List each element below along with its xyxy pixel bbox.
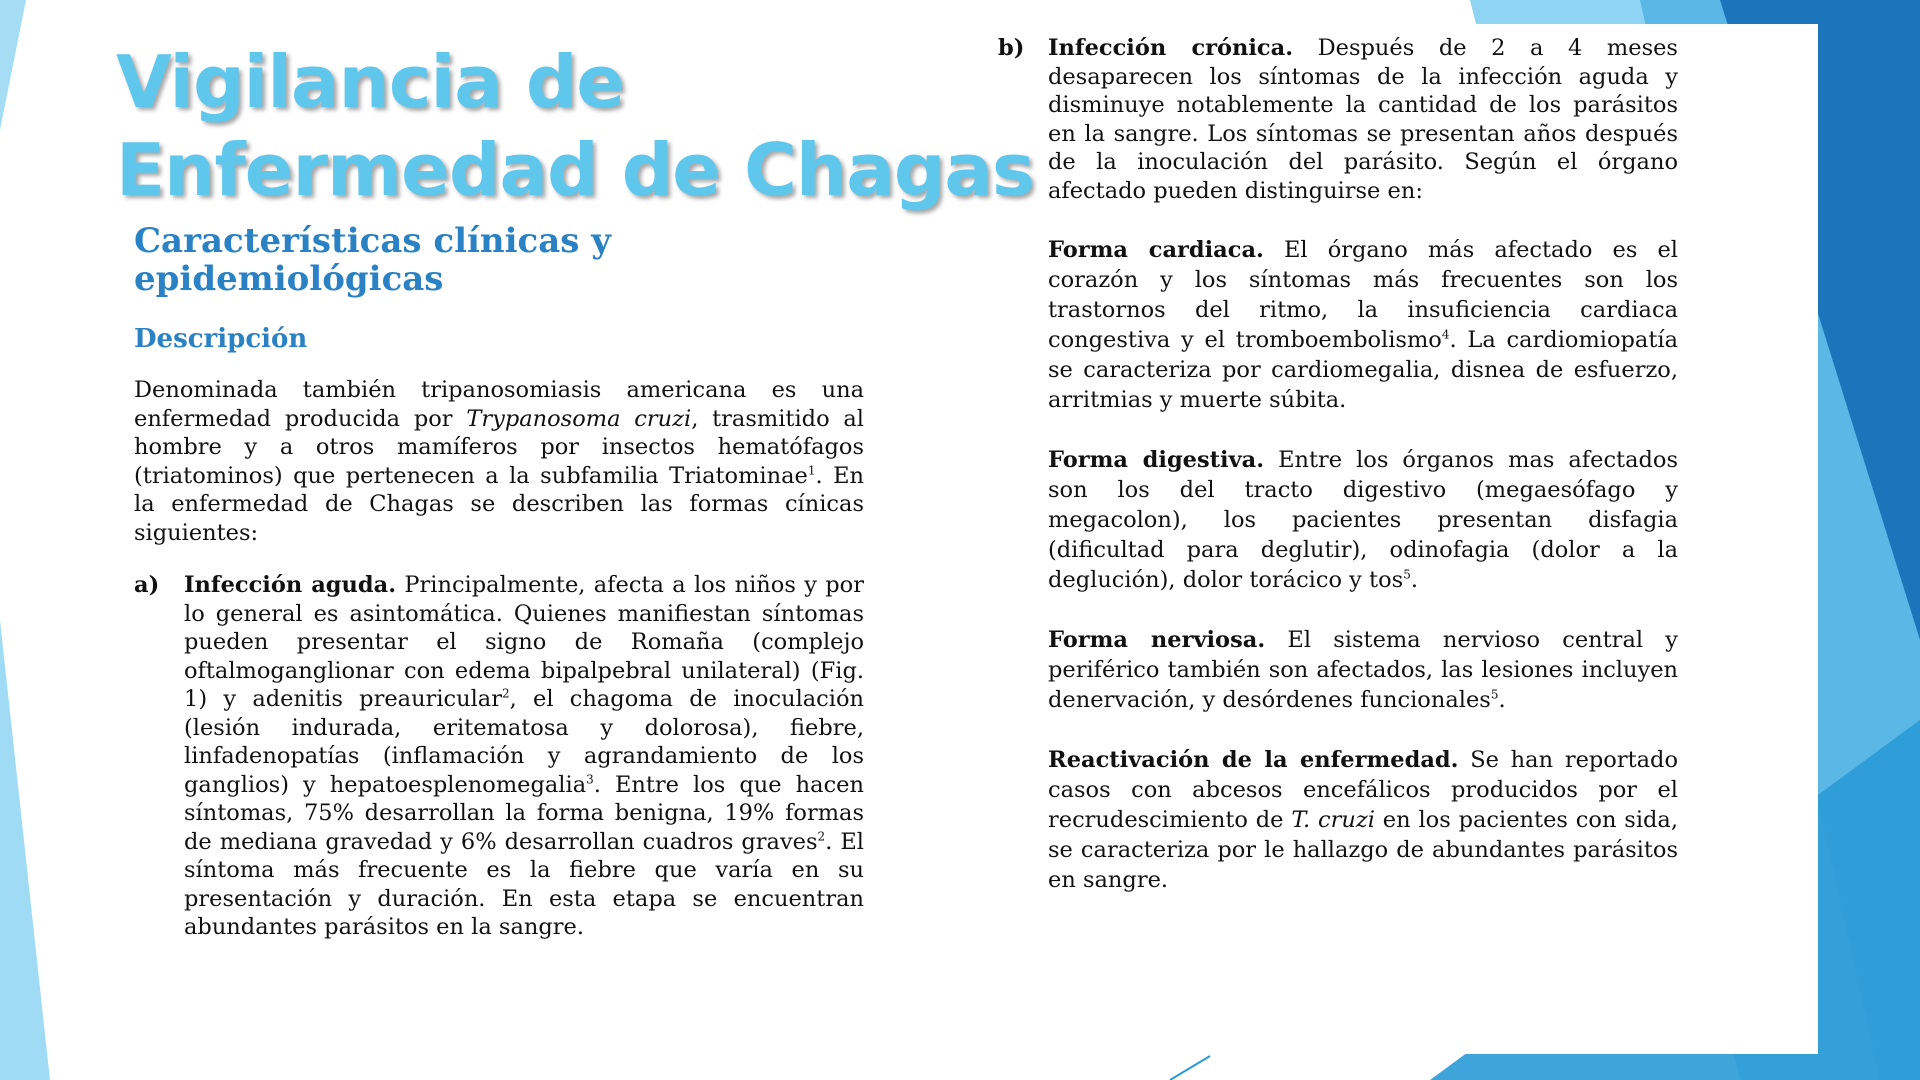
bottom-accent-line — [1170, 1056, 1210, 1080]
chronic-infection-item — [998, 34, 1678, 205]
reference-marker: 2 — [501, 686, 510, 701]
intro-text-2: , trasmitido al hombre y a otros mamíferos por insectos hematófagos (triatominos) que pertenecen a la subfamilia Triatominae — [134, 405, 865, 489]
intro-paragraph — [134, 376, 864, 547]
nervous-text-1: El sistema nervioso central y periférico también son afectados, las lesiones incluyen denervación, y desórdenes funcionales — [1048, 627, 1678, 713]
section-heading-line1: Características clínicas y — [134, 221, 612, 261]
nervous-form-lead: Forma nerviosa. — [1048, 627, 1266, 653]
reactivation-text-2: en los pacientes con sida, se caracteriza por le hallazgo de abundantes parásitos en sangre. — [1048, 807, 1678, 893]
nervous-form-paragraph — [1048, 625, 1678, 715]
digestive-text-2: . — [1410, 567, 1418, 593]
left-column — [134, 222, 864, 972]
reactivation-species-name: T. cruzi — [1291, 807, 1375, 833]
slide-title-line2: Enfermedad de Chagas — [116, 128, 1034, 212]
digestive-text-1: Entre los órganos mas afectados son los del tracto digestivo (megaesófago y megacolon), los pacientes presentan disfagia (dificultad para deglutir), odinofagia (dolor a la deglución), dolor torácico y tos — [1048, 447, 1678, 593]
reactivation-paragraph — [1048, 745, 1678, 895]
acute-text-3: . Entre los que hacen síntomas, 75% desarrollan la forma benigna, 19% formas de mediana gravedad y 6% desarrollan cuadros graves — [184, 771, 864, 855]
acute-infection-item — [134, 571, 864, 942]
right-column — [998, 34, 1678, 925]
reference-marker: 5 — [1403, 567, 1411, 582]
digestive-form-lead: Forma digestiva. — [1048, 447, 1265, 473]
acute-infection-lead: Infección aguda. — [184, 572, 397, 598]
digestive-form-paragraph — [1048, 445, 1678, 595]
cardiac-text-2: . La cardiomiopatía se caracteriza por cardiomegalia, disnea de esfuerzo, arritmias y muerte súbita. — [1048, 327, 1678, 413]
cardiac-form-paragraph — [1048, 235, 1678, 415]
reference-marker: 1 — [807, 463, 816, 477]
acute-text-4: . El síntoma más frecuente es la fiebre que varía en su presentación y duración. En esta etapa se encuentran abundantes parásitos en la sangre. — [184, 828, 864, 940]
chronic-text-1: Después de 2 a 4 meses desaparecen los síntomas de la infección aguda y disminuye notablemente la cantidad de los parásitos en la sangre. Los síntomas se presentan años después de la inoculación del parásito. Según el órgano afectado pueden distinguirse en: — [1048, 35, 1678, 204]
reference-marker: 2 — [817, 829, 826, 843]
acute-text-1: Principalmente, afecta a los niños y por lo general es asintomática. Quienes manifiestan síntomas pueden presentar el signo de Romaña (complejo oftalmoganglionar con edema bipalpebral unilateral) (Fig. 1) y adenitis preauricular — [184, 572, 864, 712]
reference-marker: 4 — [1441, 327, 1450, 342]
section-heading-line2: epidemiológicas — [134, 259, 444, 299]
reference-marker: 5 — [1490, 687, 1499, 702]
acute-text-2: , el chagoma de inoculación (lesión indurada, eritematosa y dolorosa), fiebre, linfadenopatías (inflamación y agrandamiento de los ganglios) y hepatoesplenomegalia — [184, 686, 865, 798]
slide-title-line1: Vigilancia de — [116, 40, 625, 124]
intro-species-name: Trypanosoma cruzi — [466, 405, 692, 432]
description-subheading: Descripción — [134, 324, 308, 354]
left-accent-shape — [0, 0, 26, 130]
reactivation-lead: Reactivación de la enfermedad. — [1048, 747, 1459, 773]
intro-text-1: Denominada también tripanosomiasis americana es una enfermedad producida por — [134, 377, 864, 432]
cardiac-text-1: El órgano más afectado es el corazón y los síntomas más frecuentes son los trastornos del ritmo, la insuficiencia cardiaca congestiva y el tromboembolismo — [1048, 237, 1678, 353]
chronic-infection-lead: Infección crónica. — [1048, 35, 1294, 61]
cardiac-form-lead: Forma cardiaca. — [1048, 237, 1264, 263]
slide-title — [116, 38, 1034, 214]
reactivation-text-1: Se han reportado casos con abcesos encefálicos producidos por el recrudescimiento de — [1048, 747, 1678, 833]
left-bottom-accent-shape — [0, 620, 50, 1080]
list-marker-a: a) — [134, 572, 160, 598]
list-marker-b: b) — [998, 35, 1025, 61]
intro-text-3: . En la enfermedad de Chagas se describen las formas cínicas siguientes: — [134, 462, 864, 546]
section-heading — [134, 222, 864, 298]
reference-marker: 3 — [586, 772, 594, 786]
nervous-text-2: . — [1498, 687, 1506, 713]
